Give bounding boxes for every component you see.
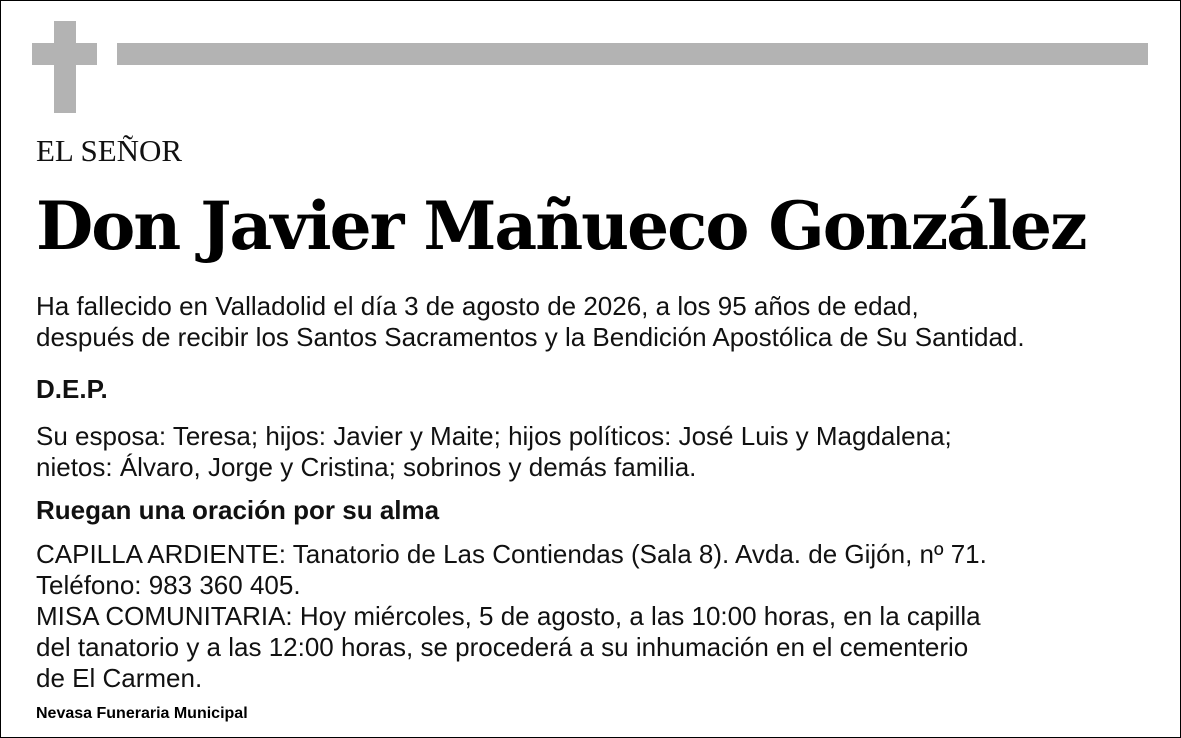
- chapel-line-2: Teléfono: 983 360 405.: [36, 570, 301, 600]
- funeral-home-name: Nevasa Funeraria Municipal: [36, 705, 248, 722]
- mass-line-2: del tanatorio y a las 12:00 horas, se procederá a su inhumación en el cementerio: [36, 632, 969, 662]
- cross-vertical-bar: [54, 21, 76, 113]
- family-line-2: nietos: Álvaro, Jorge y Cristina; sobrinos y demás familia.: [36, 452, 697, 482]
- deceased-name: Don Javier Mañueco González: [36, 187, 1086, 265]
- announcement-line-2: después de recibir los Santos Sacramentos y la Bendición Apostólica de Su Santidad.: [36, 322, 1025, 352]
- prayer-request: Ruegan una oración por su alma: [36, 495, 440, 525]
- rip-label: D.E.P.: [36, 374, 108, 404]
- chapel-line-1: CAPILLA ARDIENTE: Tanatorio de Las Contiendas (Sala 8). Avda. de Gijón, nº 71.: [36, 539, 987, 569]
- salutation: EL SEÑOR: [36, 133, 183, 168]
- family-line-1: Su esposa: Teresa; hijos: Javier y Maite; hijos políticos: José Luis y Magdalena;: [36, 421, 952, 451]
- cross-horizontal-bar: [32, 43, 97, 65]
- mass-line-3: de El Carmen.: [36, 663, 203, 693]
- mass-line-1: MISA COMUNITARIA: Hoy miércoles, 5 de agosto, a las 10:00 horas, en la capilla: [36, 601, 981, 631]
- announcement-line-1: Ha fallecido en Valladolid el día 3 de agosto de 2026, a los 95 años de edad,: [36, 291, 919, 321]
- header-rule: [117, 43, 1148, 65]
